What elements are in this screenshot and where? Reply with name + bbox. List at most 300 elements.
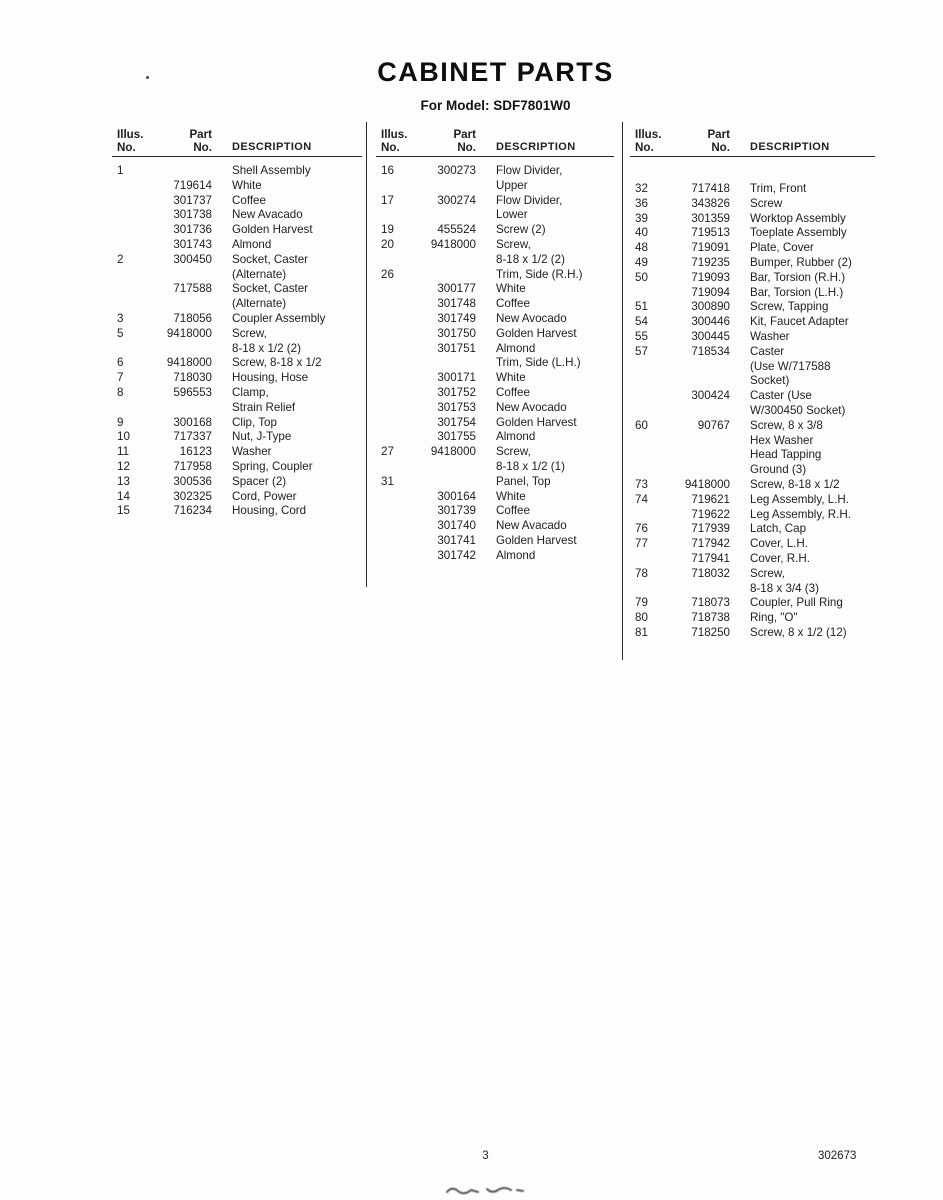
- illus-no-cell: [630, 463, 664, 478]
- illus-no-cell: [376, 519, 410, 534]
- illus-no-cell: 80: [635, 611, 648, 625]
- part-no-cell: 717958: [173, 459, 212, 473]
- illus-no-cell: [376, 549, 410, 564]
- header-illus-no: No.: [376, 141, 410, 157]
- description-cell: Trim, Front: [750, 182, 807, 195]
- table-row: [376, 475, 614, 490]
- column-rows: [112, 164, 362, 519]
- table-row: [112, 504, 362, 519]
- illus-no-cell: [376, 416, 410, 431]
- header-part: Part: [707, 128, 730, 141]
- header-description: DESCRIPTION: [476, 141, 614, 157]
- part-no-cell: 301741: [437, 533, 476, 547]
- table-row: [376, 268, 614, 283]
- table-row: [630, 182, 875, 197]
- description-cell: Housing, Hose: [232, 371, 309, 385]
- part-no-cell: 718250: [691, 625, 730, 639]
- description-cell: Almond: [496, 341, 536, 355]
- illus-no-cell: [376, 356, 410, 371]
- description-cell: Screw, 8 x 1/2 (12): [750, 625, 847, 639]
- table-row: [376, 208, 614, 223]
- table-row: [112, 238, 362, 253]
- table-header: [376, 128, 614, 157]
- part-no-cell: 719621: [691, 492, 730, 506]
- header-spacer: [476, 128, 614, 141]
- illus-no-cell: 14: [117, 489, 130, 503]
- description-cell: Golden Harvest: [496, 415, 577, 429]
- part-no-cell: 719513: [691, 226, 730, 240]
- table-row: [112, 386, 362, 401]
- description-cell: Washer: [750, 329, 790, 343]
- part-no-cell: [410, 268, 476, 283]
- description-cell: 8-18 x 1/2 (1): [496, 459, 565, 473]
- description-cell: Head Tapping: [750, 448, 822, 462]
- illus-no-cell: 51: [635, 300, 648, 314]
- description-cell: Ground (3): [750, 463, 807, 477]
- table-row: [112, 490, 362, 505]
- part-no-cell: 719091: [691, 241, 730, 255]
- table-row: [630, 212, 875, 227]
- illus-no-cell: 20: [381, 237, 394, 251]
- illus-no-cell: 26: [381, 267, 394, 281]
- table-row: [112, 253, 362, 268]
- illus-no-cell: [112, 179, 146, 194]
- table-row: [112, 164, 362, 179]
- header-part-no: No.: [664, 141, 730, 157]
- table-row: [630, 596, 875, 611]
- part-no-cell: 9418000: [166, 326, 212, 340]
- part-no-cell: 300168: [173, 415, 212, 429]
- description-cell: Hex Washer: [750, 433, 814, 447]
- table-row: [630, 374, 875, 389]
- illus-no-cell: [376, 327, 410, 342]
- description-cell: Socket): [750, 374, 790, 388]
- illus-no-cell: 13: [117, 474, 130, 488]
- illus-no-cell: 48: [635, 241, 648, 255]
- illus-no-cell: 81: [635, 625, 648, 639]
- illus-no-cell: 15: [117, 504, 130, 518]
- table-row: [630, 493, 875, 508]
- illus-no-cell: [630, 374, 664, 389]
- description-cell: W/300450 Socket): [750, 403, 846, 417]
- illus-no-cell: [630, 286, 664, 301]
- description-cell: Cord, Power: [232, 489, 297, 503]
- table-row: [630, 448, 875, 463]
- illus-no-cell: [376, 312, 410, 327]
- description-cell: Cover, L.H.: [750, 537, 808, 551]
- table-row: [112, 445, 362, 460]
- illus-no-cell: 16: [381, 164, 394, 177]
- part-no-cell: 301742: [437, 548, 476, 562]
- illus-no-cell: [112, 208, 146, 223]
- part-no-cell: 300273: [437, 164, 476, 177]
- part-no-cell: [410, 179, 476, 194]
- part-no-cell: 719614: [173, 178, 212, 192]
- header-part: Part: [453, 128, 476, 141]
- illus-no-cell: [112, 194, 146, 209]
- table-row: [112, 179, 362, 194]
- description-cell: Screw,: [496, 237, 531, 251]
- table-row: [630, 478, 875, 493]
- description-cell: Panel, Top: [496, 474, 551, 488]
- illus-no-cell: [630, 360, 664, 375]
- illus-no-cell: [630, 582, 664, 597]
- part-no-cell: 718032: [691, 566, 730, 580]
- illus-no-cell: [376, 386, 410, 401]
- table-row: [112, 401, 362, 416]
- part-no-cell: 301749: [437, 311, 476, 325]
- illus-no-cell: [112, 238, 146, 253]
- illus-no-cell: [630, 552, 664, 567]
- part-no-cell: 719622: [691, 507, 730, 521]
- table-row: [630, 286, 875, 301]
- part-no-cell: 455524: [437, 223, 476, 237]
- part-no-cell: 300450: [173, 252, 212, 266]
- table-row: [376, 386, 614, 401]
- description-cell: Screw, Tapping: [750, 300, 829, 314]
- description-cell: Screw,: [232, 326, 267, 340]
- part-no-cell: 9418000: [166, 356, 212, 370]
- table-row: [630, 567, 875, 582]
- description-cell: Shell Assembly: [232, 164, 311, 177]
- description-cell: Screw,: [496, 445, 531, 459]
- table-row: [630, 537, 875, 552]
- description-cell: Nut, J-Type: [232, 430, 292, 444]
- description-cell: Bumper, Rubber (2): [750, 255, 852, 269]
- part-no-cell: 90767: [697, 418, 730, 432]
- description-cell: Worktop Assembly: [750, 211, 846, 225]
- illus-no-cell: [112, 297, 146, 312]
- part-no-cell: 301736: [173, 223, 212, 237]
- illus-no-cell: [376, 253, 410, 268]
- table-row: [376, 223, 614, 238]
- header-illus-no: No.: [630, 141, 664, 157]
- part-no-cell: [146, 342, 212, 357]
- table-row: [630, 197, 875, 212]
- description-cell: Coffee: [232, 193, 266, 207]
- part-no-cell: 302325: [173, 489, 212, 503]
- part-no-cell: 301753: [437, 400, 476, 414]
- table-row: [630, 522, 875, 537]
- header-illus: Illus.: [381, 128, 408, 141]
- table-row: [112, 208, 362, 223]
- description-cell: Spacer (2): [232, 474, 287, 488]
- table-row: [112, 297, 362, 312]
- header-illus: Illus.: [635, 128, 662, 141]
- table-row: [112, 416, 362, 431]
- illus-no-cell: 74: [635, 492, 648, 506]
- part-no-cell: 300424: [691, 389, 730, 403]
- doc-number: 302673: [818, 1150, 857, 1162]
- part-no-cell: 719235: [691, 255, 730, 269]
- description-cell: Screw: [750, 196, 783, 210]
- illus-no-cell: 3: [117, 311, 124, 325]
- illus-no-cell: [376, 490, 410, 505]
- part-no-cell: 718738: [691, 611, 730, 625]
- column-rows: [376, 164, 614, 564]
- description-cell: Flow Divider,: [496, 193, 563, 207]
- table-row: [376, 282, 614, 297]
- part-no-cell: [664, 404, 730, 419]
- description-cell: Washer: [232, 445, 272, 459]
- page-title: CABINET PARTS: [377, 57, 614, 87]
- illus-no-cell: 57: [635, 344, 648, 358]
- column-divider-2: [622, 122, 623, 660]
- part-no-cell: 719093: [691, 270, 730, 284]
- description-cell: Screw,: [750, 566, 785, 580]
- part-no-cell: 301748: [437, 297, 476, 311]
- table-row: [112, 194, 362, 209]
- illus-no-cell: [376, 371, 410, 386]
- description-cell: White: [496, 489, 526, 503]
- table-row: [630, 552, 875, 567]
- part-no-cell: [664, 582, 730, 597]
- description-cell: Coffee: [496, 297, 530, 311]
- table-row: [112, 327, 362, 342]
- part-no-cell: [410, 253, 476, 268]
- illus-no-cell: 78: [635, 566, 648, 580]
- illus-no-cell: [630, 508, 664, 523]
- part-no-cell: 300446: [691, 315, 730, 329]
- table-row: [376, 460, 614, 475]
- illus-no-cell: 79: [635, 596, 648, 610]
- description-cell: 8-18 x 3/4 (3): [750, 581, 819, 595]
- header-part: Part: [189, 128, 212, 141]
- illus-no-cell: 60: [635, 418, 648, 432]
- table-row: [630, 463, 875, 478]
- table-row: [112, 475, 362, 490]
- table-row: [376, 179, 614, 194]
- table-row: [630, 300, 875, 315]
- table-header: [112, 128, 362, 157]
- table-row: [630, 419, 875, 434]
- description-cell: Bar, Torsion (R.H.): [750, 270, 846, 284]
- table-row: [630, 434, 875, 449]
- illus-no-cell: 6: [117, 356, 124, 370]
- illus-no-cell: [630, 448, 664, 463]
- part-no-cell: 301755: [437, 430, 476, 444]
- description-cell: Toeplate Assembly: [750, 226, 847, 240]
- part-no-cell: [664, 434, 730, 449]
- description-cell: Almond: [496, 548, 536, 562]
- illus-no-cell: [112, 223, 146, 238]
- description-cell: Coffee: [496, 385, 530, 399]
- description-cell: Spring, Coupler: [232, 459, 313, 473]
- part-no-cell: 717337: [173, 430, 212, 444]
- illus-no-cell: [376, 297, 410, 312]
- illus-no-cell: 54: [635, 315, 648, 329]
- table-row: [630, 330, 875, 345]
- illus-no-cell: [376, 282, 410, 297]
- illus-no-cell: 40: [635, 226, 648, 240]
- table-row: [376, 164, 614, 179]
- table-row: [630, 611, 875, 626]
- part-no-cell: [664, 360, 730, 375]
- illus-no-cell: [376, 179, 410, 194]
- description-cell: Trim, Side (R.H.): [496, 267, 583, 281]
- description-cell: Coupler, Pull Ring: [750, 596, 843, 610]
- illus-no-cell: [630, 389, 664, 404]
- part-no-cell: [146, 297, 212, 312]
- illus-no-cell: [112, 282, 146, 297]
- table-row: [112, 430, 362, 445]
- table-header: [630, 128, 875, 157]
- table-row: [630, 508, 875, 523]
- table-row: [376, 490, 614, 505]
- table-row: [630, 241, 875, 256]
- part-no-cell: 343826: [691, 196, 730, 210]
- illus-no-cell: 8: [117, 385, 124, 399]
- model-subtitle: For Model: SDF7801W0: [420, 98, 571, 113]
- part-no-cell: 9418000: [430, 445, 476, 459]
- header-description: DESCRIPTION: [730, 141, 875, 157]
- table-row: [630, 345, 875, 360]
- column-rows: [630, 182, 875, 641]
- description-cell: Socket, Caster: [232, 252, 309, 266]
- header-spacer: [730, 128, 875, 141]
- part-no-cell: 16123: [179, 445, 212, 459]
- description-cell: Lower: [496, 208, 528, 222]
- description-cell: Kit, Faucet Adapter: [750, 315, 849, 329]
- illus-no-cell: [112, 268, 146, 283]
- table-row: [630, 389, 875, 404]
- part-no-cell: 300164: [437, 489, 476, 503]
- description-cell: (Alternate): [232, 267, 287, 281]
- scan-smudge: [445, 1184, 529, 1196]
- part-no-cell: 718073: [691, 596, 730, 610]
- part-no-cell: 300177: [437, 282, 476, 296]
- part-no-cell: [146, 164, 212, 179]
- table-row: [112, 268, 362, 283]
- table-row: [112, 371, 362, 386]
- table-row: [630, 360, 875, 375]
- illus-no-cell: 27: [381, 445, 394, 459]
- table-row: [376, 356, 614, 371]
- part-no-cell: [410, 356, 476, 371]
- illus-no-cell: 1: [117, 164, 124, 177]
- table-row: [376, 519, 614, 534]
- part-no-cell: 718030: [173, 371, 212, 385]
- illus-no-cell: [376, 208, 410, 223]
- illus-no-cell: 36: [635, 196, 648, 210]
- description-cell: Golden Harvest: [232, 223, 313, 237]
- part-no-cell: [664, 448, 730, 463]
- description-cell: Trim, Side (L.H.): [496, 356, 581, 370]
- illus-no-cell: [376, 534, 410, 549]
- header-part-no: No.: [410, 141, 476, 157]
- part-no-cell: 9418000: [684, 477, 730, 491]
- part-no-cell: 301752: [437, 385, 476, 399]
- part-no-cell: 596553: [173, 385, 212, 399]
- part-no-cell: 301750: [437, 326, 476, 340]
- description-cell: Screw (2): [496, 223, 546, 237]
- description-cell: Flow Divider,: [496, 164, 563, 177]
- description-cell: Golden Harvest: [496, 326, 577, 340]
- part-no-cell: 301740: [437, 519, 476, 533]
- illus-no-cell: 5: [117, 326, 124, 340]
- table-row: [376, 238, 614, 253]
- description-cell: White: [496, 282, 526, 296]
- illus-no-cell: 10: [117, 430, 130, 444]
- description-cell: Leg Assembly, L.H.: [750, 492, 850, 506]
- description-cell: Golden Harvest: [496, 533, 577, 547]
- part-no-cell: 717942: [691, 537, 730, 551]
- illus-no-cell: [630, 404, 664, 419]
- description-cell: Screw, 8 x 3/8: [750, 418, 823, 432]
- table-row: [630, 626, 875, 641]
- illus-no-cell: [112, 401, 146, 416]
- part-no-cell: 9418000: [430, 237, 476, 251]
- description-cell: Caster: [750, 344, 785, 358]
- header-description: DESCRIPTION: [212, 141, 362, 157]
- page-number: 3: [482, 1150, 489, 1162]
- table-row: [376, 445, 614, 460]
- description-cell: Clip, Top: [232, 415, 277, 429]
- illus-no-cell: 11: [117, 445, 130, 459]
- part-no-cell: [410, 460, 476, 475]
- table-row: [630, 226, 875, 241]
- description-cell: Ring, "O": [750, 611, 798, 625]
- description-cell: Bar, Torsion (L.H.): [750, 285, 844, 299]
- table-row: [376, 342, 614, 357]
- table-row: [112, 312, 362, 327]
- part-no-cell: [664, 374, 730, 389]
- illus-no-cell: 49: [635, 255, 648, 269]
- description-cell: Almond: [496, 430, 536, 444]
- description-cell: Screw, 8-18 x 1/2: [750, 477, 840, 491]
- parts-column: [112, 128, 362, 519]
- table-row: [112, 460, 362, 475]
- illus-no-cell: 50: [635, 270, 648, 284]
- illus-no-cell: [376, 342, 410, 357]
- table-row: [376, 416, 614, 431]
- header-part-no: No.: [146, 141, 212, 157]
- part-no-cell: 301743: [173, 237, 212, 251]
- description-cell: Coupler Assembly: [232, 311, 326, 325]
- description-cell: (Alternate): [232, 297, 287, 311]
- description-cell: New Avocado: [496, 311, 567, 325]
- illus-no-cell: 12: [117, 459, 130, 473]
- table-row: [376, 534, 614, 549]
- table-row: [112, 356, 362, 371]
- illus-no-cell: 55: [635, 329, 648, 343]
- table-row: [376, 504, 614, 519]
- description-cell: 8-18 x 1/2 (2): [232, 341, 301, 355]
- table-row: [376, 312, 614, 327]
- table-row: [630, 315, 875, 330]
- table-row: [630, 256, 875, 271]
- table-row: [630, 582, 875, 597]
- description-cell: Caster (Use: [750, 389, 812, 403]
- description-cell: Screw, 8-18 x 1/2: [232, 356, 322, 370]
- table-row: [376, 401, 614, 416]
- part-no-cell: 717941: [691, 551, 730, 565]
- header-illus: Illus.: [117, 128, 144, 141]
- part-no-cell: 300536: [173, 474, 212, 488]
- table-row: [376, 371, 614, 386]
- description-cell: New Avacado: [232, 208, 303, 222]
- part-no-cell: 301737: [173, 193, 212, 207]
- table-row: [630, 404, 875, 419]
- illus-no-cell: 9: [117, 415, 124, 429]
- illus-no-cell: [112, 342, 146, 357]
- column-divider-1: [366, 122, 367, 587]
- illus-no-cell: 7: [117, 371, 124, 385]
- description-cell: 8-18 x 1/2 (2): [496, 252, 565, 266]
- part-no-cell: 300445: [691, 329, 730, 343]
- table-row: [112, 223, 362, 238]
- part-no-cell: 718534: [691, 344, 730, 358]
